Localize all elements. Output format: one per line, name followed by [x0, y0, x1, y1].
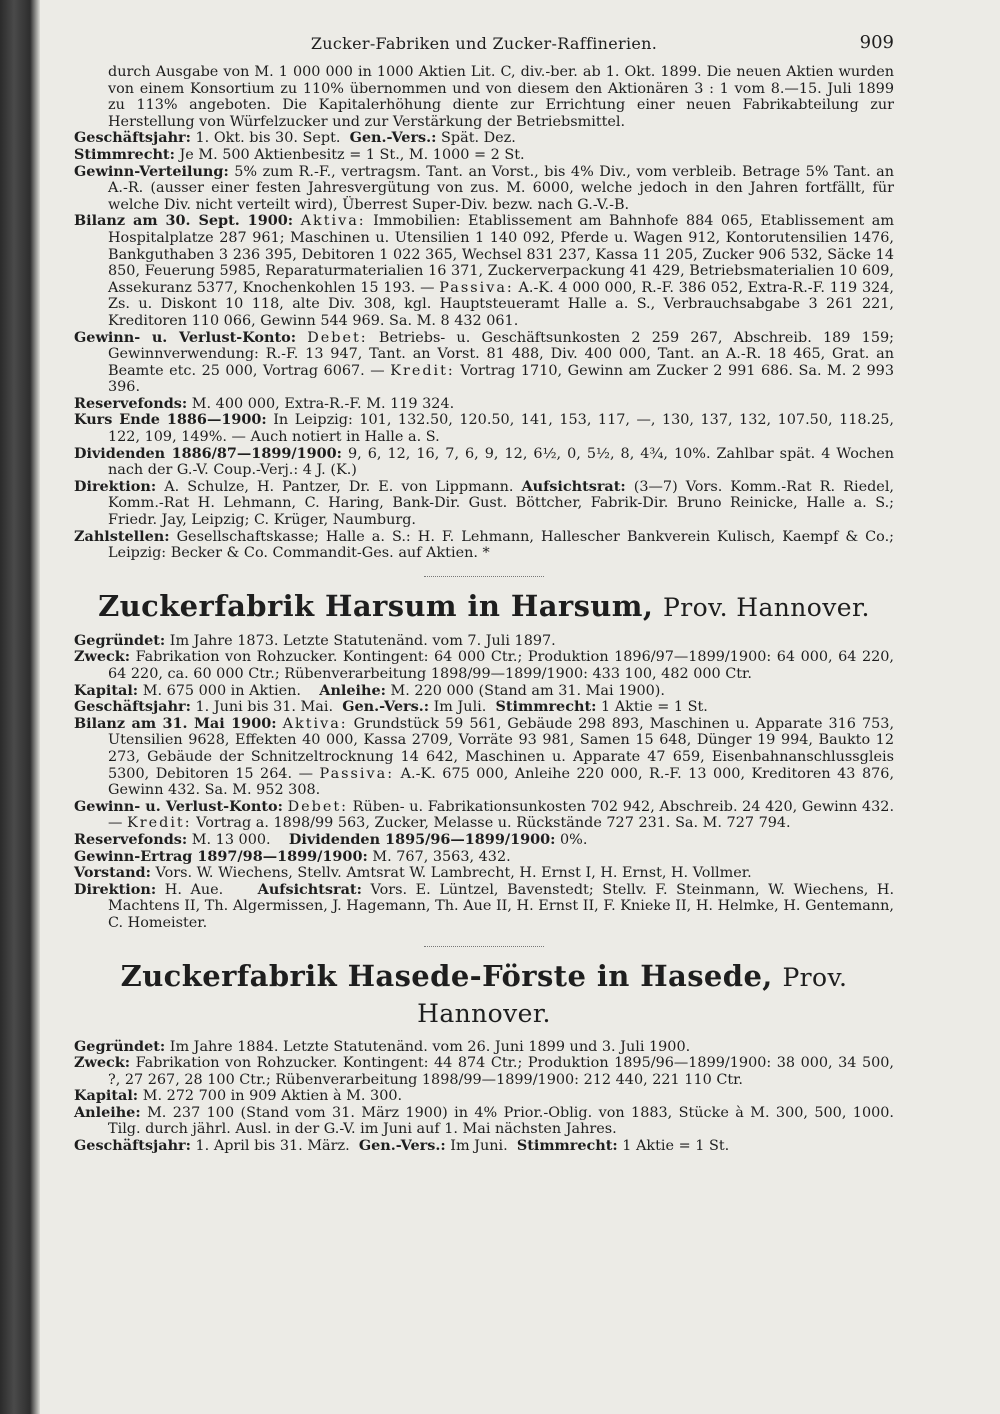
- label-passiva: Passiva:: [319, 765, 395, 782]
- intro-paragraph: [74, 64, 894, 130]
- label-kredit: Kredit:: [126, 815, 192, 832]
- label-dividenden: Dividenden 1895/96—1899/1900:: [288, 830, 556, 848]
- label-geschaeftsjahr: Geschäftsjahr:: [74, 698, 191, 716]
- value-gen-vers: Im Juni.: [450, 1138, 508, 1155]
- entry-gegruendet: [74, 633, 894, 650]
- label-passiva: Passiva:: [439, 279, 514, 296]
- company-province: Prov. Hannover.: [663, 592, 870, 622]
- value-zahlstellen: Gesellschaftskasse; Halle a. S.: H. F. Lehmann, Hallescher Bankverein Kulisch, Kaempf & Co.; Leipzig: Becker & Co. Commandit-Ges. auf Aktien. *: [108, 528, 895, 562]
- value-gewinn-ertrag: M. 767, 3563, 432.: [372, 848, 511, 865]
- label-direktion: Direktion:: [74, 477, 157, 495]
- entry-zahlstellen: [74, 529, 894, 562]
- section-divider: [424, 946, 544, 947]
- entry-fiscal-meeting: [74, 130, 894, 147]
- value-kurs: In Leipzig: 101, 132.50, 120.50, 141, 153, 117, —, 130, 137, 132, 107.50, 118.25, 122, 109, 149%. — Auch notiert in Halle a. S.: [108, 412, 894, 446]
- value-kredit: Vortrag a. 1898/99 563, Zucker, Melasse u. Rückstände 727 231. Sa. M. 727 794.: [196, 815, 791, 832]
- value-vorstand: Vors. W. Wiechens, Stellv. Amtsrat W. Lambrecht, H. Ernst I, H. Ernst, H. Vollmer.: [155, 865, 752, 882]
- entry-gewinn-verlust: [74, 799, 894, 832]
- company-name: Zuckerfabrik Hasede-Förste in Hasede,: [120, 958, 773, 993]
- label-geschaeftsjahr: Geschäftsjahr:: [74, 129, 191, 147]
- label-stimmrecht: Stimmrecht:: [516, 1137, 618, 1155]
- value-debet: Rüben- u. Fabrikationsunkosten 702 942, Abschreib. 24 420, Gewinn 432. —: [108, 798, 895, 832]
- label-kurs: Kurs Ende 1886—1900:: [74, 411, 267, 429]
- label-kredit: Kredit:: [390, 362, 455, 379]
- value-geschaeftsjahr: 1. Okt. bis 30. Sept.: [195, 130, 341, 147]
- value-reservefonds: M. 13 000.: [191, 831, 271, 848]
- value-direktion: H. Aue.: [164, 881, 224, 898]
- section-divider: [424, 576, 544, 577]
- company-name: Zuckerfabrik Harsum in Harsum,: [98, 588, 654, 623]
- label-zweck: Zweck:: [74, 1054, 131, 1072]
- value-geschaeftsjahr: 1. Juni bis 31. Mai.: [195, 699, 334, 716]
- value-passiva: A.-K. 4 000 000, R.-F. 386 052, Extra-R.-F. 119 324, Zs. u. Diskont 10 118, alte Div. 308, kgl. Hauptsteueramt Halle a. S., Verbrauchsabgabe 3 261 221, Kreditoren 110 066, Gewinn 544 969. Sa. M. 8 432 061.: [108, 279, 894, 329]
- entry-anleihe: [74, 1105, 894, 1138]
- running-title: Zucker-Fabriken und Zucker-Raffinerien.: [310, 34, 658, 53]
- value-zweck: Fabrikation von Rohzucker. Kontingent: 44 874 Ctr.; Produktion 1895/96—1899/1900: 38 000, 34 500, ?, 27 267, 28 100 Ctr.; Rübenverarbeitung 1898/99—1899/1900: 212 440, 221 110 Ctr.: [108, 1055, 894, 1088]
- entry-direktion: [74, 479, 894, 529]
- entry-fiscal-meeting: [74, 699, 894, 716]
- label-bilanz: Bilanz am 30. Sept. 1900:: [74, 212, 294, 230]
- label-dividenden: Dividenden 1886/87—1899/1900:: [74, 444, 342, 462]
- value-stimmrecht: 1 Aktie = 1 St.: [600, 699, 708, 716]
- entry-gewinn-verteilung: [74, 164, 894, 214]
- label-gegruendet: Gegründet:: [74, 631, 166, 649]
- value-kredit: Vortrag 1710, Gewinn am Zucker 2 991 686. Sa. M. 2 993 396.: [108, 362, 894, 396]
- label-gewinn-verlust: Gewinn- u. Verlust-Konto:: [74, 797, 283, 815]
- label-geschaeftsjahr: Geschäftsjahr:: [74, 1137, 191, 1155]
- value-gegruendet: Im Jahre 1873. Letzte Statutenänd. vom 7. Juli 1897.: [169, 632, 556, 649]
- value-anleihe: M. 237 100 (Stand vom 31. März 1900) in 4% Prior.-Oblig. von 1883, Stücke à M. 300, 500, 1000. Tilg. durch jährl. Ausl. in der G.-V. im Juni auf 1. Mai nächsten Jahres.: [108, 1104, 894, 1138]
- value-zweck: Fabrikation von Rohzucker. Kontingent: 64 000 Ctr.; Produktion 1896/97—1899/1900: 64 000, 64 220, 64 220, ca. 60 000 Ctr.; Rübenverarbeitung 1898/99—1899/1900: 433 100, 482 000 Ctr.: [108, 649, 894, 682]
- company-heading-hasede: [74, 959, 894, 1031]
- entry-reservefonds: [74, 396, 894, 413]
- label-debet: Debet:: [307, 329, 368, 346]
- value-direktion: A. Schulze, H. Pantzer, Dr. E. von Lippmann.: [164, 478, 514, 495]
- value-anleihe: M. 220 000 (Stand am 31. Mai 1900).: [390, 682, 665, 699]
- entry-bilanz: [74, 213, 894, 329]
- label-zahlstellen: Zahlstellen:: [74, 527, 170, 545]
- label-anleihe: Anleihe:: [319, 681, 386, 699]
- value-kapital: M. 272 700 in 909 Aktien à M. 300.: [142, 1088, 403, 1105]
- label-stimmrecht: Stimmrecht:: [495, 698, 597, 716]
- entry-bilanz: [74, 716, 894, 799]
- label-stimmrecht: Stimmrecht:: [74, 145, 175, 163]
- entry-dividenden: [74, 446, 894, 479]
- entry-gegruendet: [74, 1039, 894, 1056]
- entry-zweck: [74, 649, 894, 682]
- entry-direktion: [74, 882, 894, 932]
- label-bilanz: Bilanz am 31. Mai 1900:: [74, 714, 277, 732]
- company-province: Prov. Hannover.: [417, 962, 848, 1028]
- label-gegruendet: Gegründet:: [74, 1037, 166, 1055]
- value-kapital: M. 675 000 in Aktien.: [142, 682, 301, 699]
- label-kapital: Kapital:: [74, 681, 139, 699]
- label-zweck: Zweck:: [74, 648, 131, 666]
- value-gen-vers: Spät. Dez.: [441, 130, 516, 147]
- label-aktiva: Aktiva:: [282, 715, 348, 732]
- value-gewinn-verteilung: 5% zum R.-F., vertragsm. Tant. an Vorst., bis 4% Div., vom verbleib. Betrage 5% Tant. an A.-R. (ausser einer festen Jahresvergütung von zus. M. 6000, welche jedoch in den Jahren fortfällt, für welche Div. nicht verteilt wird), Überrest Super-Div. bezw. nach G.-V.-B.: [108, 163, 895, 213]
- running-header: [74, 28, 894, 64]
- entry-zweck: [74, 1055, 894, 1088]
- intro-text: durch Ausgabe von M. 1 000 000 in 1000 Aktien Lit. C, div.-ber. ab 1. Okt. 1899. Die neuen Aktien wurden von einem Konsortium zu 110% übernommen und von diesem den Aktionären 3 : 1 vom 8.—15. Juli 1899 zu 113% angeboten. Die Kapitalerhöhung diente zur Errichtung einer neuen Fabrikabteilung zur Herstellung von Würfelzucker und zur Verstärkung der Betriebsmittel.: [108, 64, 894, 130]
- page-number: 909: [859, 32, 894, 53]
- label-gewinn-ertrag: Gewinn-Ertrag 1897/98—1899/1900:: [74, 847, 368, 865]
- value-stimmrecht: 1 Aktie = 1 St.: [622, 1138, 730, 1155]
- entry-kapital: [74, 683, 894, 700]
- label-gewinn-verlust: Gewinn- u. Verlust-Konto:: [74, 328, 297, 346]
- entry-vorstand: [74, 865, 894, 882]
- value-dividenden: 9, 6, 12, 16, 7, 6, 9, 12, 6½, 0, 5½, 8, 4¾, 10%. Zahlbar spät. 4 Wochen nach der G.-V. Coup.-Verj.: 4 J. (K.): [108, 445, 894, 479]
- entry-stimmrecht: [74, 147, 894, 164]
- label-direktion: Direktion:: [74, 880, 157, 898]
- label-gen-vers: Gen.-Vers.:: [358, 1137, 446, 1155]
- entry-gewinn-ertrag: [74, 849, 894, 866]
- entry-reservefonds: [74, 832, 894, 849]
- value-gen-vers: Im Juli.: [433, 699, 487, 716]
- label-vorstand: Vorstand:: [74, 864, 151, 882]
- value-reservefonds: M. 400 000, Extra-R.-F. M. 119 324.: [191, 395, 455, 412]
- value-aktiva: Grundstück 59 561, Gebäude 298 893, Maschinen u. Apparate 316 753, Utensilien 9628, Effekten 40 000, Kassa 2709, Vorräte 93 981, Samen 15 648, Dünger 19 994, Baukto 12 273, Gebäude der Schnitzeltrocknung 14 642, Maschinen u. Apparate 47 659, Eisenbahnanschlussgleis 5300, Debitoren 15 264. —: [108, 715, 895, 782]
- label-reservefonds: Reservefonds:: [74, 830, 188, 848]
- book-binding-edge: [0, 0, 40, 1414]
- label-aufsichtsrat: Aufsichtsrat:: [521, 477, 626, 495]
- label-aufsichtsrat: Aufsichtsrat:: [257, 880, 362, 898]
- value-dividenden: 0%.: [560, 831, 588, 848]
- label-debet: Debet:: [287, 798, 348, 815]
- value-passiva: A.-K. 675 000, Anleihe 220 000, R.-F. 13 000, Kreditoren 43 876, Gewinn 432. Sa. M. 952 308.: [108, 765, 895, 799]
- entry-fiscal-meeting: [74, 1138, 894, 1155]
- entry-kapital: [74, 1088, 894, 1105]
- label-gen-vers: Gen.-Vers.:: [342, 698, 430, 716]
- document-page: [74, 28, 894, 1155]
- value-geschaeftsjahr: 1. April bis 31. März.: [195, 1138, 350, 1155]
- value-aktiva: Immobilien: Etablissement am Bahnhofe 884 065, Etablissement am Hospitalplatze 287 961; Maschinen u. Utensilien 1 140 092, Pferde u. Wagen 912, Kontorutensilien 1476, Bankguthaben 3 236 395, Debitoren 1 022 365, Wechsel 831 237, Kassa 11 205, Zucker 906 532, Säcke 14 850, Feuerung 5985, Reparaturmaterialien 16 371, Zuckerverpackung 41 429, Betriebsmaterialien 10 609, Assekuranz 5377, Knochenkohlen 15 193. —: [108, 213, 895, 296]
- entry-kurs: [74, 412, 894, 445]
- entry-gewinn-verlust: [74, 330, 894, 396]
- value-aufsichtsrat: (3—7) Vors. Komm.-Rat R. Riedel, Komm.-Rat H. Lehmann, C. Haring, Bank-Dir. Gust. Böttcher, Fabrik-Dir. Bruno Reinicke, Halle a. S.; Friedr. Jay, Leipzig; C. Krüger, Naumburg.: [108, 478, 894, 529]
- label-anleihe: Anleihe:: [74, 1103, 141, 1121]
- label-gewinn-verteilung: Gewinn-Verteilung:: [74, 162, 229, 180]
- value-debet: Betriebs- u. Geschäftsunkosten 2 259 267, Abschreib. 189 159; Gewinnverwendung: R.-F. 13 947, Tant. an Vorst. 81 488, Div. 400 000, Tant. an A.-R. 18 465, Grat. an Beamte etc. 25 000, Vortrag 6067. —: [108, 329, 894, 379]
- value-gegruendet: Im Jahre 1884. Letzte Statutenänd. vom 26. Juni 1899 und 3. Juli 1900.: [169, 1038, 691, 1055]
- value-stimmrecht: Je M. 500 Aktienbesitz = 1 St., M. 1000 = 2 St.: [179, 146, 525, 163]
- company-heading-harsum: [74, 589, 894, 625]
- label-aktiva: Aktiva:: [300, 213, 366, 230]
- value-aufsichtsrat: Vors. E. Lüntzel, Bavenstedt; Stellv. F. Steinmann, W. Wiechens, H. Machtens II, Th. Algermissen, J. Hagemann, Th. Aue II, H. Ernst II, F. Knieke II, H. Helmke, H. Gentemann, C. Homeister.: [108, 881, 895, 931]
- label-reservefonds: Reservefonds:: [74, 394, 188, 412]
- label-kapital: Kapital:: [74, 1087, 139, 1105]
- label-gen-vers: Gen.-Vers.:: [349, 129, 437, 147]
